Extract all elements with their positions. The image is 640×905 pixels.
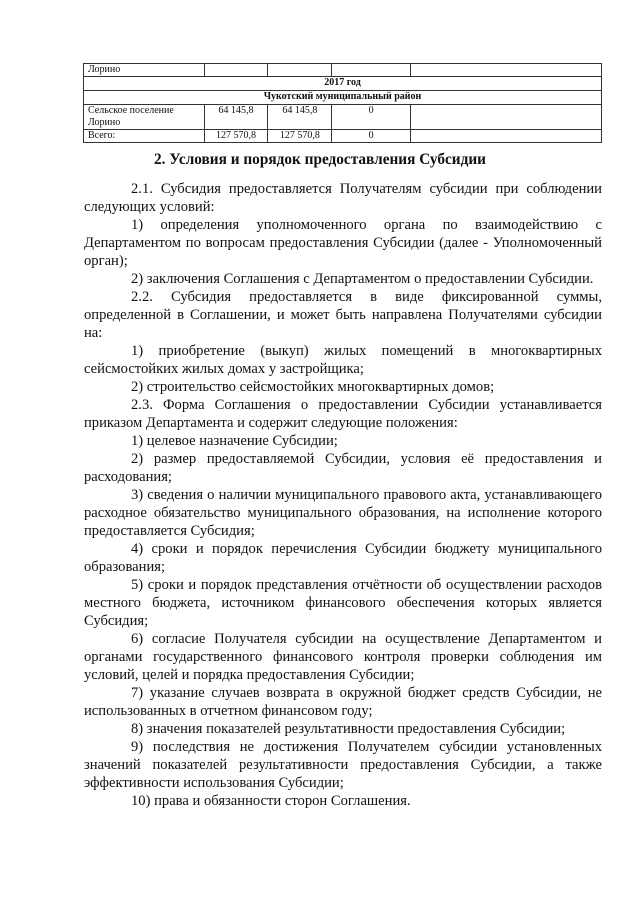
region-header: Чукотский муниципальный район (84, 91, 602, 105)
section-title: 2. Условия и порядок предоставления Субсидии (154, 151, 486, 168)
table-cell: Лорино (84, 64, 205, 77)
table-cell-value: 0 (332, 130, 411, 143)
paragraph: 8) значения показателей результативности предоставления Субсидии; (131, 721, 566, 737)
paragraph: 6) согласие Получателя субсидии на осуществление Департаментом и органами государственного финансового контроля проверки соблюдения им условий, целей и порядка предоставления Субсидии; (84, 631, 602, 683)
paragraph: 5) сроки и порядок представления отчётности об осуществлении расходов местного бюджета, источником финансового обеспечения которых является Субсидия; (84, 577, 602, 629)
table-cell-value: 0 (332, 105, 411, 130)
table-cell (410, 64, 601, 77)
table-cell-value: 127 570,8 (268, 130, 332, 143)
table-cell-value: 127 570,8 (204, 130, 268, 143)
year-header: 2017 год (84, 77, 602, 91)
paragraph: 1) целевое назначение Субсидии; (131, 433, 338, 449)
table-row (84, 77, 602, 91)
paragraph: 2) заключения Соглашения с Департаментом о предоставлении Субсидии. (131, 271, 594, 287)
section-body (84, 180, 602, 810)
table-cell-value (410, 130, 601, 143)
table-cell (268, 64, 332, 77)
paragraph: 4) сроки и порядок перечисления Субсидии бюджету муниципального образования; (84, 541, 602, 575)
table-cell-value: 64 145,8 (268, 105, 332, 130)
table-cell-value (410, 105, 601, 130)
paragraph: 9) последствия не достижения Получателем субсидии установленных значений показателей результативности предоставления Субсидии, а также эффективности использования Субсидии; (84, 739, 602, 791)
table-row (84, 130, 602, 143)
paragraph: 3) сведения о наличии муниципального правового акта, устанавливающего расходное обязательство муниципального образования, на исполнение которого предоставляется Субсидия; (84, 487, 602, 539)
paragraph: 2) размер предоставляемой Субсидии, условия её предоставления и расходования; (84, 451, 602, 485)
table-cell-value: 64 145,8 (204, 105, 268, 130)
paragraph: 2.3. Форма Соглашения о предоставлении Субсидии устанавливается приказом Департамента и содержит следующие положения: (84, 397, 602, 431)
table-row (84, 91, 602, 105)
paragraph: 2.1. Субсидия предоставляется Получателям субсидии при соблюдении следующих условий: (84, 181, 602, 215)
table-row (84, 105, 602, 130)
paragraph: 7) указание случаев возврата в окружной бюджет средств Субсидии, не использованных в отчетном финансовом году; (84, 685, 602, 719)
paragraph: 1) определения уполномоченного органа по взаимодействию с Департаментом по вопросам предоставления Субсидии (далее - Уполномоченный орган); (84, 217, 602, 269)
paragraph: 10) права и обязанности сторон Соглашения. (131, 793, 411, 809)
table-cell-name: Сельское поселение Лорино (84, 105, 205, 130)
paragraph: 1) приобретение (выкуп) жилых помещений в многоквартирных сейсмостойких жилых домах у застройщика; (84, 343, 602, 377)
paragraph: 2) строительство сейсмостойких многоквартирных домов; (131, 379, 495, 395)
table-cell-name: Всего: (84, 130, 205, 143)
table-row (84, 64, 602, 77)
subsidy-table (83, 63, 602, 143)
table-cell (204, 64, 268, 77)
table-cell (332, 64, 411, 77)
paragraph: 2.2. Субсидия предоставляется в виде фиксированной суммы, определенной в Соглашении, и может быть направлена Получателями субсидии на: (84, 289, 602, 341)
